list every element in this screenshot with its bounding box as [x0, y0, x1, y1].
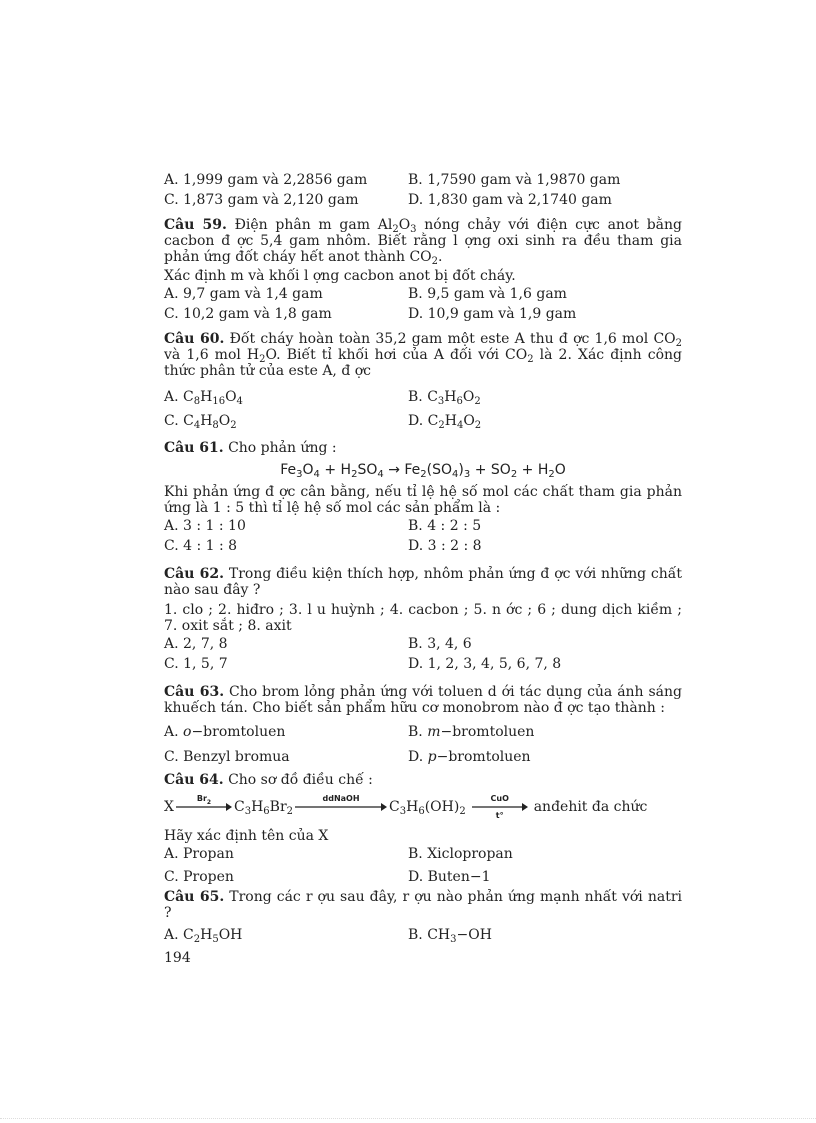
- question-61: [164, 440, 682, 456]
- q62-options-row-2: [164, 654, 682, 674]
- q63-option-a[interactable]: [164, 720, 408, 745]
- q59-prompt: Xác định m và khối l ợng cacbon anot bị đốt cháy.: [164, 268, 516, 284]
- q65-options-row-1: [164, 925, 682, 945]
- q58-option-b[interactable]: B. 1,7590 gam và 1,9870 gam: [408, 172, 621, 188]
- question-62: [164, 566, 682, 598]
- q60-option-a[interactable]: A. $C_8H_{16}O_4$: [164, 389, 243, 407]
- q59-label: Câu 59.: [164, 217, 227, 233]
- question-59: Câu 59. Điện phân m gam $Al_2O_3$ nóng chảy với điện cực anot bằng cacbon đ ợc 5,4 gam nhôm. Biết rằng l ợng oxi sinh ra đều tham gia phản ứng đốt cháy hết anot thành $CO_2$.: [164, 217, 683, 267]
- scheme-reagent-2: ddNaOH: [322, 794, 360, 803]
- q63-d-italic: p: [427, 749, 437, 765]
- q63-d-prefix: D.: [408, 749, 428, 765]
- q60-text-2: và 1,6 mol H: [164, 347, 260, 363]
- q60-option-c[interactable]: C. $C_4H_8O_2$: [164, 413, 237, 431]
- scheme-intermediate-1: $C_3H_6Br_2$: [233, 799, 294, 817]
- q64-prompt: Hãy xác định tên của X: [164, 828, 329, 844]
- q59-option-d[interactable]: D. 10,9 gam và 1,9 gam: [408, 306, 577, 322]
- q59-text-3: .: [438, 249, 443, 265]
- scheme-product: anđehit đa chức: [533, 799, 648, 815]
- q60-label: Câu 60.: [164, 331, 225, 347]
- scheme-reagent-3: CuO: [490, 794, 509, 803]
- q61-options-row-1: [164, 516, 682, 536]
- q63-options-row-1: [164, 720, 682, 745]
- q61-option-d[interactable]: D. 3 : 2 : 8: [408, 538, 482, 554]
- q60-text-4: là 2. Xác định công thức phân tử của este A, đ ợc: [164, 347, 683, 379]
- q63-a-prefix: A.: [164, 724, 184, 740]
- question-64: [164, 772, 682, 788]
- q63-label: Câu 63.: [164, 684, 225, 700]
- q64-options-row-2: [164, 867, 682, 887]
- q61-options-row-2: [164, 536, 682, 556]
- scheme-s1-c: C: [233, 799, 245, 815]
- q65-label: Câu 65.: [164, 889, 225, 905]
- q65-option-b[interactable]: B. $CH_3-OH$: [408, 927, 492, 945]
- q60-text-3: O. Biết tỉ khối hơi của A đối với CO: [265, 347, 528, 363]
- q62-option-d[interactable]: D. 1, 2, 3, 4, 5, 6, 7, 8: [408, 656, 562, 672]
- q59-options-row-2: [164, 304, 682, 324]
- q64-option-b[interactable]: B. Xiclopropan: [408, 846, 513, 862]
- q58-option-c[interactable]: C. 1,873 gam và 2,120 gam: [164, 192, 359, 208]
- q61-text: Cho phản ứng :: [223, 440, 337, 456]
- q64-option-a[interactable]: A. Propan: [164, 846, 234, 862]
- q64-options-row-1: [164, 844, 682, 864]
- q61-option-a[interactable]: A. 3 : 1 : 10: [164, 518, 246, 534]
- q63-b-suffix: −bromtoluen: [440, 724, 535, 740]
- scheme-arrow-3: [472, 794, 528, 820]
- page-number: 194: [164, 950, 191, 966]
- scheme-arrow-2: [295, 794, 387, 820]
- q58-options-row-2: [164, 190, 682, 210]
- q63-option-d[interactable]: [408, 745, 652, 770]
- q63-b-italic: m: [427, 724, 441, 740]
- q58-option-d[interactable]: D. 1,830 gam và 2,1740 gam: [408, 192, 612, 208]
- page-bottom-divider: [0, 1118, 816, 1119]
- q63-option-c[interactable]: C. Benzyl bromua: [164, 749, 290, 765]
- question-60: Câu 60. Đốt cháy hoàn toàn 35,2 gam một este A thu đ ợc 1,6 mol $CO_2$ và 1,6 mol $H_2O$. Biết tỉ khối hơi của A đối với $CO_2$ là 2. Xác định công thức phân tử của este A, đ ợc: [164, 331, 683, 379]
- q64-label: Câu 64.: [164, 772, 224, 788]
- scheme-condition-3: t°: [495, 811, 504, 820]
- arrow-icon: [472, 803, 528, 811]
- q60-options-row-1: [164, 385, 682, 409]
- q59-options-row-1: [164, 284, 682, 304]
- q61-prompt: Khi phản ứng đ ợc cân bằng, nếu tỉ lệ hệ số mol các chất tham gia phản ứng là 1 : 5 thì tỉ lệ hệ số mol các sản phẩm là :: [164, 484, 682, 516]
- q64-scheme: [164, 792, 682, 822]
- q59-option-c[interactable]: C. 10,2 gam và 1,8 gam: [164, 306, 332, 322]
- q62-label: Câu 62.: [164, 566, 225, 582]
- q62-text: Trong điều kiện thích hợp, nhôm phản ứng đ ợc với những chất nào sau đây ?: [164, 566, 682, 598]
- q63-a-italic: o: [183, 724, 192, 740]
- q62-list: 1. clo ; 2. hiđro ; 3. l u huỳnh ; 4. cacbon ; 5. n ớc ; 6 ; dung dịch kiềm ; 7. oxit sắt ; 8. axit: [164, 602, 682, 634]
- q63-d-suffix: −bromtoluen: [436, 749, 531, 765]
- q61-equation: $Fe_3O_4 + H_2SO_4 \to Fe_2(SO_4)_3 + SO_2 + H_2O$: [280, 462, 566, 480]
- q58-option-a[interactable]: A. 1,999 gam và 2,2856 gam: [164, 172, 368, 188]
- q60-text-1: Đốt cháy hoàn toàn 35,2 gam một este A thu đ ợc 1,6 mol CO: [224, 331, 676, 347]
- page-content: [164, 170, 682, 945]
- q62-option-a[interactable]: A. 2, 7, 8: [164, 636, 228, 652]
- q65-text: Trong các r ợu sau đây, r ợu nào phản ứng mạnh nhất với natri ?: [164, 889, 682, 921]
- question-65: [164, 889, 682, 921]
- q60-option-b[interactable]: B. $C_3H_6O_2$: [408, 389, 481, 407]
- q64-option-c[interactable]: C. Propen: [164, 869, 234, 885]
- q63-options-row-2: [164, 745, 682, 770]
- scheme-intermediate-2: $C_3H_6(OH)_2$: [389, 799, 466, 817]
- q62-option-b[interactable]: B. 3, 4, 6: [408, 636, 472, 652]
- q61-option-b[interactable]: B. 4 : 2 : 5: [408, 518, 482, 534]
- q62-option-c[interactable]: C. 1, 5, 7: [164, 656, 228, 672]
- q59-option-b[interactable]: B. 9,5 gam và 1,6 gam: [408, 286, 567, 302]
- q61-option-c[interactable]: C. 4 : 1 : 8: [164, 538, 238, 554]
- q64-text: Cho sơ đồ điều chế :: [223, 772, 373, 788]
- q62-options-row-1: [164, 634, 682, 654]
- scheme-s2-c: C: [389, 799, 400, 815]
- reaction-arrow-icon: →: [388, 462, 400, 478]
- q64-option-d[interactable]: D. Buten−1: [408, 869, 491, 885]
- scheme-x: X: [164, 799, 174, 815]
- scheme-arrow-1: $Br_2$: [176, 794, 232, 820]
- arrow-icon: [295, 803, 387, 811]
- arrow-icon: [176, 803, 232, 811]
- q60-option-d[interactable]: D. $C_2H_4O_2$: [408, 413, 482, 431]
- scheme-reagent-1: Br: [196, 794, 207, 803]
- q61-label: Câu 61.: [164, 440, 224, 456]
- q59-text-1: Điện phân m gam Al: [226, 217, 393, 233]
- q59-option-a[interactable]: A. 9,7 gam và 1,4 gam: [164, 286, 323, 302]
- q63-b-prefix: B.: [408, 724, 428, 740]
- q65-option-a[interactable]: A. $C_2H_5OH$: [164, 927, 243, 945]
- q59-text-2: nóng chảy với điện cực anot bằng cacbon đ ợc 5,4 gam nhôm. Biết rằng l ợng oxi sinh ra đều tham gia phản ứng đốt cháy hết anot thành CO: [164, 217, 683, 265]
- q63-text: Cho brom lỏng phản ứng với toluen d ới tác dụng của ánh sáng khuếch tán. Cho biết sản phẩm hữu cơ monobrom nào đ ợc tạo thành :: [164, 684, 682, 716]
- q63-option-b[interactable]: [408, 720, 652, 745]
- q63-a-suffix: −bromtoluen: [191, 724, 286, 740]
- q58-options-row-1: [164, 170, 682, 190]
- question-63: [164, 684, 682, 716]
- q60-options-row-2: [164, 409, 682, 433]
